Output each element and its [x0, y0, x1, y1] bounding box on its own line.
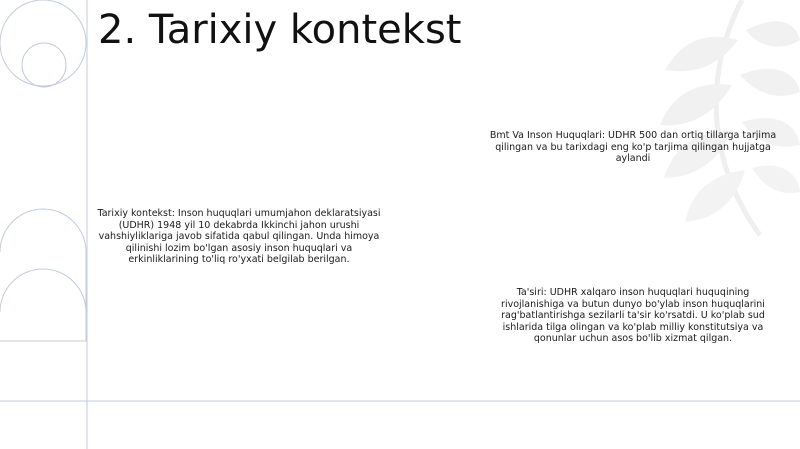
small-circle-shape — [22, 43, 66, 87]
un-human-rights-text: Bmt Va Inson Huquqlari: UDHR 500 dan ortiq tillarga tarjima qilingan va bu tarixdagi eng ko'p tarjima qilingan hujjatga aylandi — [489, 130, 777, 164]
impact-text: Ta'siri: UDHR xalqaro inson huquqlari huquqining rivojlanishiga va butun dunyo bo'ylab inson huquqlarini rag'batlantirishga sezilarli ta'sir ko'rsatdi. U ko'plab sud ishlarida tilga olingan va ko'plab milliy konstitutsiya va qonunlar uchun asos bo'lib xizmat qilgan. — [501, 287, 765, 344]
lower-arch-shape — [0, 269, 86, 312]
historical-context-text: Tarixiy kontekst: Inson huquqlari umumjahon deklaratsiyasi (UDHR) 1948 yil 10 dekabrda Ikkinchi jahon urushi vahshiyliklariga javob sifatida qabul qilingan. Unda himoya qilinishi lozim bo'lgan asosiy inson huquqlari va erkinliklarining to'liq ro'yxati belgilab berilgan. — [97, 208, 381, 265]
leaf-watermark-icon — [660, 0, 800, 235]
upper-arch-shape — [0, 209, 86, 341]
slide-title: 2. Tarixiy kontekst — [98, 7, 462, 53]
